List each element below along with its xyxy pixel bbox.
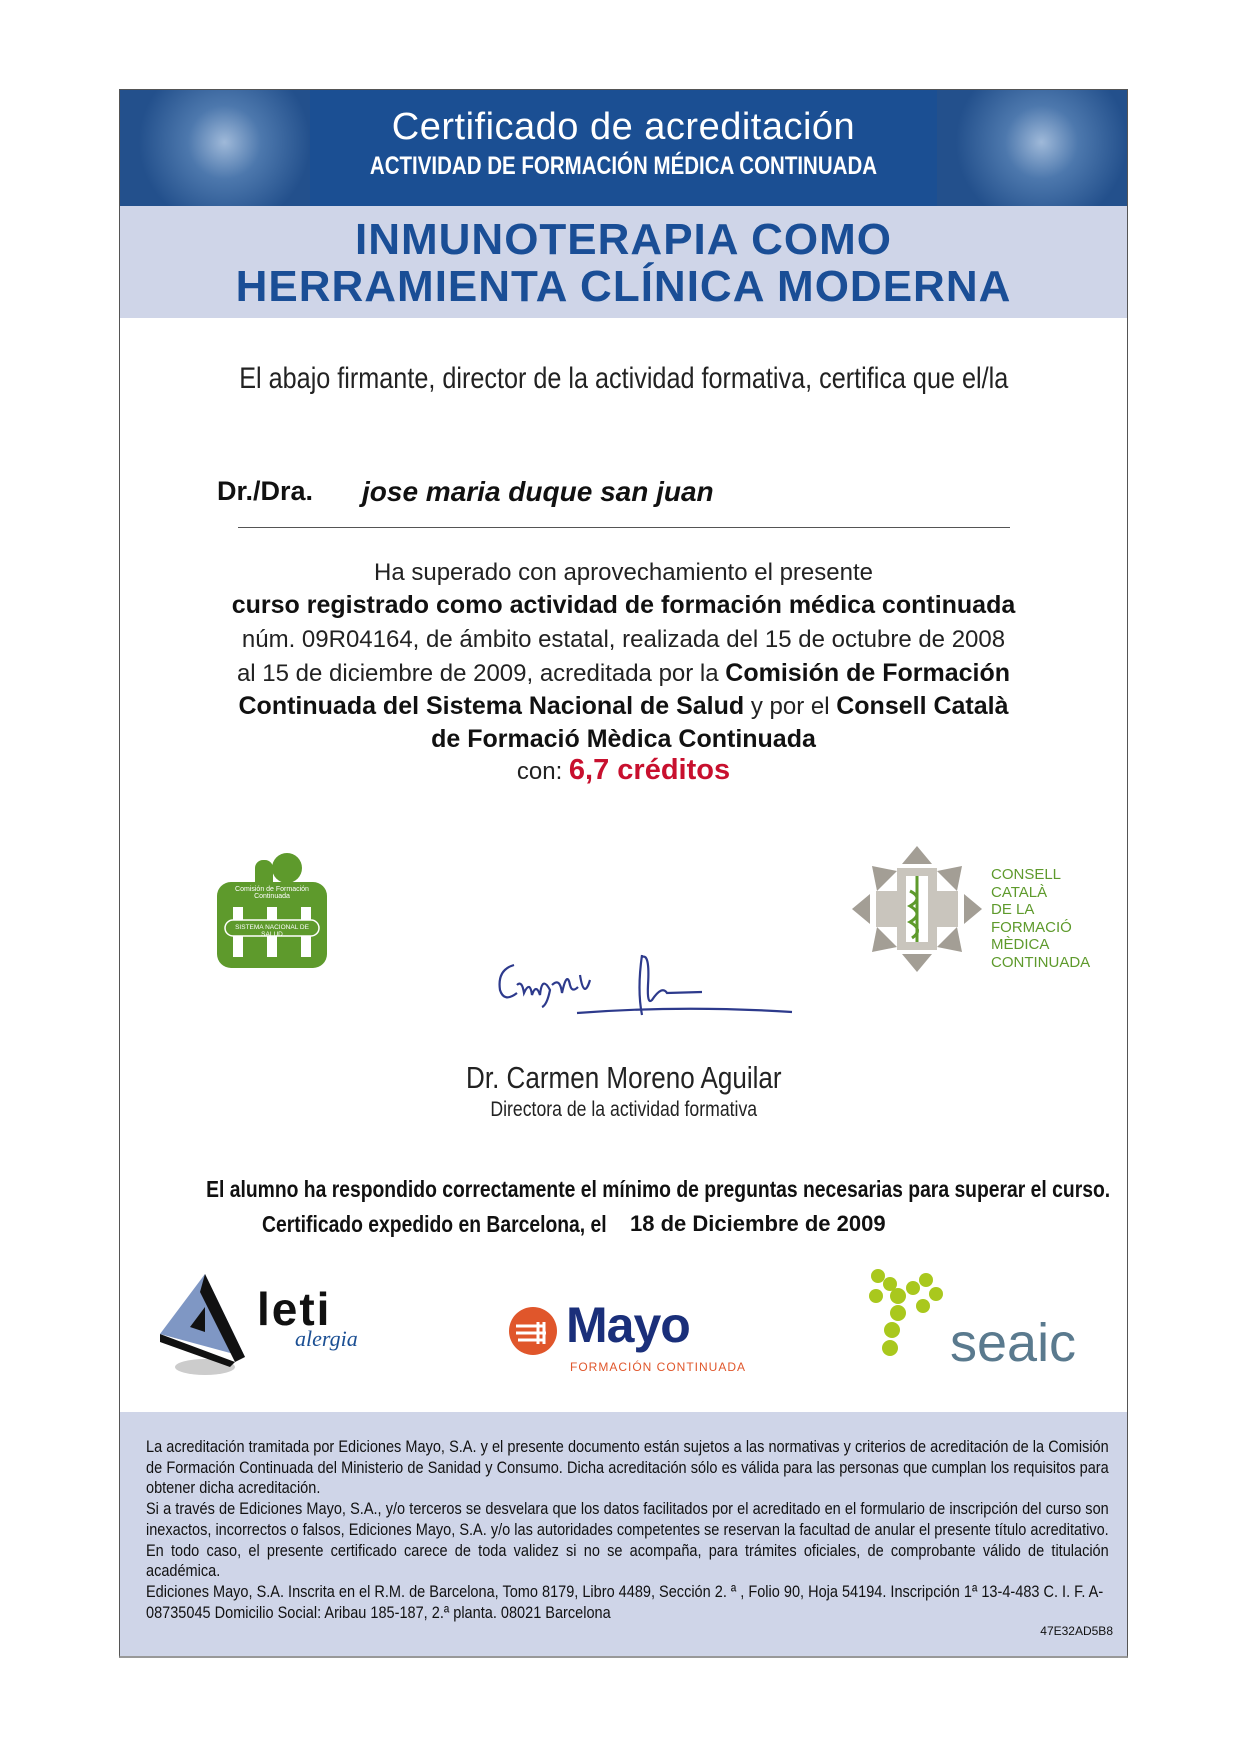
consell-line: MÈDICA [991, 936, 1050, 953]
body-line-1: Ha superado con aprovechamiento el presente [374, 559, 873, 586]
consell-logo-text [991, 866, 1090, 971]
course-title-line2: HERRAMIENTA CLÍNICA MODERNA [235, 262, 1012, 311]
leti-subtitle: alergia [295, 1326, 358, 1351]
statement-text: El alumno ha respondido correctamente el mínimo de preguntas necesarias para superar el curso. [206, 1176, 1111, 1202]
verification-code: 47E32AD5B8 [1040, 1624, 1113, 1638]
mayo-emblem-icon [508, 1306, 558, 1356]
consell-line: CONSELL [991, 866, 1062, 883]
credits-label: con: [516, 758, 569, 785]
certificate-title: Certificado de acreditación [391, 106, 856, 148]
cfc-name-cont: Continuada del Sistema Nacional de Salud [238, 692, 745, 720]
legal-paragraph: Ediciones Mayo, S.A. Inscrita en el R.M. de Barcelona, Tomo 8179, Libro 4489, Sección 2. ª , Folio 90, Hoja 54194. Inscripción 1ª 13-4-483 C. I. F. A-08735045 Domicilio Social: Aribau 185-187, 2.ª planta. 08021 Barcelona [146, 1582, 1104, 1622]
course-title-band [120, 206, 1127, 318]
signatory-name: Dr. Carmen Moreno Aguilar [465, 1060, 782, 1095]
signatory-role: Directora de la actividad formativa [490, 1098, 757, 1121]
consell-line: FORMACIÓ [991, 918, 1072, 936]
cfc-logo [217, 852, 327, 968]
cfc-logo-top-text: Comisión de Formación Continuada [235, 886, 309, 900]
cfc-name: Comisión de Formación [725, 659, 1011, 687]
consell-line: CATALÀ [991, 883, 1048, 901]
legal-paragraph: Si a través de Ediciones Mayo, S.A., y/o terceros se desvelara que los datos facilitados por el acreditado en el formulario de inscripción del curso son inexactos, incorrectos o falsos, Ediciones Mayo, S.A. y/o las autoridades competentes se reservan la facultad de anular el presente título acreditativo. En todo caso, el presente certificado carece de toda validez si no se acompaña, para trámites oficiales, de comprobante válido de titulación académica. [146, 1500, 1109, 1581]
signature [492, 945, 797, 1030]
consell-line: CONTINUADA [991, 953, 1091, 971]
mayo-subtitle: FORMACIÓN CONTINUADA [570, 1360, 746, 1374]
body-line-5b: y por el [744, 693, 837, 720]
legal-text [146, 1437, 1109, 1623]
leti-logo [160, 1272, 360, 1382]
leti-wordmark: leti [257, 1283, 332, 1335]
seaic-wordmark: seaic [950, 1313, 1077, 1373]
mayo-logo [508, 1297, 768, 1380]
signatory-role-wrap [120, 1098, 1127, 1122]
course-title-line1: INMUNOTERAPIA COMO [354, 215, 893, 264]
credits-line [120, 754, 1127, 787]
intro-text [120, 362, 1127, 396]
body-line-4 [120, 659, 1127, 688]
certificate-subtitle: ACTIVIDAD DE FORMACIÓN MÉDICA CONTINUADA [369, 152, 878, 180]
body-line-2: curso registrado como actividad de formación médica continuada [231, 591, 1016, 619]
credits-value: 6,7 créditos [568, 754, 731, 786]
legal-footer [120, 1412, 1127, 1656]
name-underline [238, 527, 1010, 528]
body-line-3: núm. 09R04164, de ámbito estatal, realizada del 15 de octubre de 2008 [241, 626, 1006, 653]
signatory-name-wrap [120, 1060, 1127, 1096]
intro-label: El abajo firmante, director de la actividad formativa, certifica que el/la [239, 362, 1008, 395]
legal-paragraph: La acreditación tramitada por Ediciones Mayo, S.A. y el presente documento están sujetos a las normativas y criterios de acreditación de la Comisión de Formación Continuada del Ministerio de Sanidad y Consumo. Dicha acreditación sólo es válida para las personas que cumplan los requisitos para obtener dicha acreditación. [146, 1438, 1109, 1498]
seaic-logo [868, 1268, 1088, 1383]
consell-line: DE LA [991, 901, 1035, 918]
statement-line-1 [120, 1176, 1127, 1203]
body-line-6: de Formació Mèdica Continuada [431, 725, 816, 753]
issue-statement: Certificado expedido en Barcelona, el [262, 1211, 607, 1237]
consell-logo-mark [852, 846, 982, 972]
certificate-header [120, 90, 1127, 206]
body-line-5 [120, 692, 1127, 721]
body-line-4a: al 15 de diciembre de 2009, acreditada por la [236, 660, 726, 687]
recipient-prefix: Dr./Dra. [217, 476, 314, 506]
recipient-name: jose maria duque san juan [362, 476, 714, 507]
mayo-wordmark: Mayo [566, 1297, 690, 1353]
cfc-logo-bottom-text: SISTEMA NACIONAL DE SALUD [235, 924, 309, 938]
consell-name: Consell Català [836, 692, 1009, 720]
issue-date: 18 de Diciembre de 2009 [630, 1211, 886, 1236]
